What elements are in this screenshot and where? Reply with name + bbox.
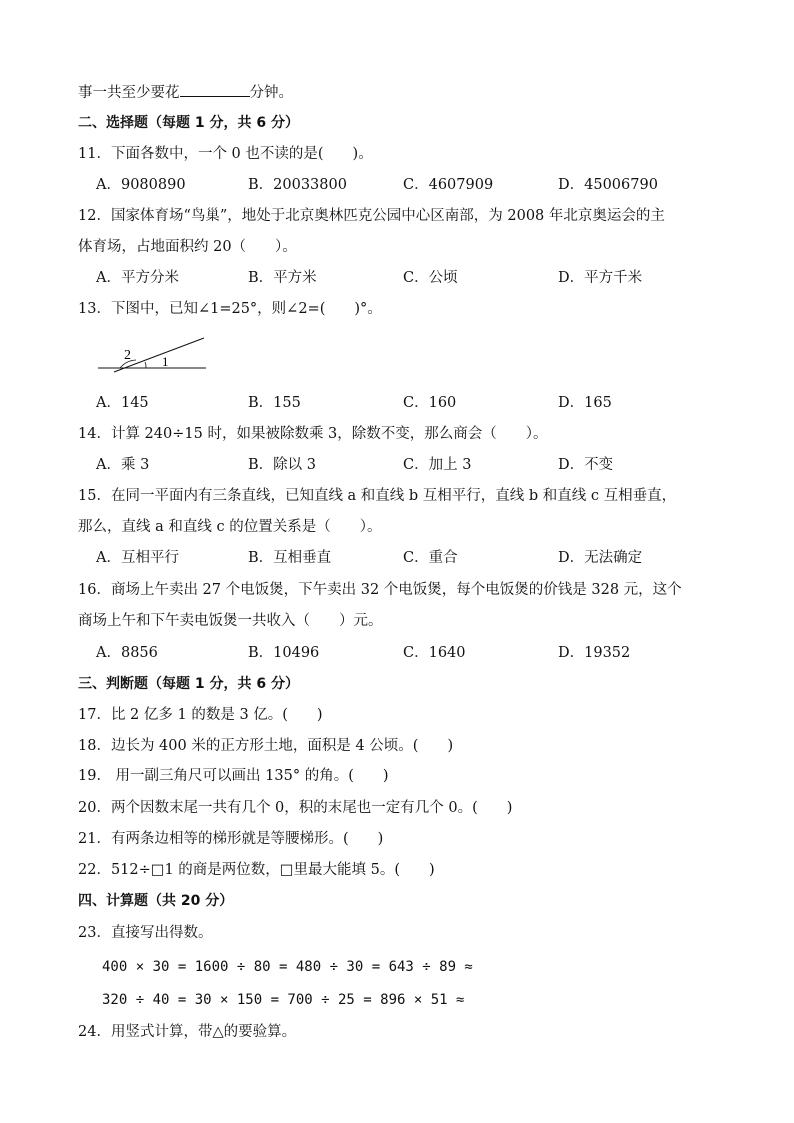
option-b: B．互相垂直 bbox=[248, 550, 332, 566]
question-16-stem-line1: 16．商场上午卖出 27 个电饭煲，下午卖出 32 个电饭煲，每个电饭煲的价钱是 328 元，这个 bbox=[78, 582, 682, 598]
option-b: B．10496 bbox=[248, 645, 320, 661]
question-16-stem-line2: 商场上午和下午卖电饭煲一共收入（ ）元。 bbox=[78, 613, 383, 629]
option-d: D．平方千米 bbox=[558, 270, 643, 286]
option-b: B．平方米 bbox=[248, 270, 317, 286]
question-15-options bbox=[96, 548, 736, 568]
question-13-options bbox=[96, 393, 736, 413]
option-c: C．加上 3 bbox=[403, 457, 472, 473]
question-24-stem: 24．用竖式计算，带△的要验算。 bbox=[78, 1024, 297, 1040]
question-17: 17．比 2 亿多 1 的数是 3 亿。( ) bbox=[78, 707, 323, 723]
option-a: A．平方分米 bbox=[96, 270, 179, 286]
option-d: D．19352 bbox=[558, 645, 631, 661]
option-a: A．8856 bbox=[96, 645, 158, 661]
question-12-stem-line1: 12．国家体育场“鸟巢”，地处于北京奥林匹克公园中心区南部，为 2008 年北京奥运会的主 bbox=[78, 208, 665, 224]
question-12-options bbox=[96, 268, 736, 288]
calc-row-1: 400 × 30 = 1600 ÷ 80 = 480 ÷ 30 = 643 ÷ 89 ≈ bbox=[102, 959, 473, 975]
carryover-text-end: 分钟。 bbox=[249, 85, 293, 101]
option-d: D．无法确定 bbox=[558, 550, 643, 566]
carryover-text: 事一共至少要花 bbox=[78, 85, 180, 101]
answer-blank bbox=[180, 82, 250, 97]
option-d: D．45006790 bbox=[558, 177, 658, 193]
angle-arc-1 bbox=[145, 362, 146, 368]
option-a: A．145 bbox=[96, 395, 149, 411]
option-c: C．160 bbox=[403, 395, 457, 411]
carryover-line bbox=[78, 82, 293, 103]
question-22: 22．512÷□1 的商是两位数，□里最大能填 5。( ) bbox=[78, 862, 435, 878]
option-c: C．4607909 bbox=[403, 177, 494, 193]
angle-label-1: 1 bbox=[162, 354, 169, 369]
section-title-calc: 四、计算题（共 20 分） bbox=[78, 893, 234, 909]
question-21: 21．有两条边相等的梯形就是等腰梯形。( ) bbox=[78, 831, 384, 847]
question-11-options bbox=[96, 175, 736, 195]
question-18: 18．边长为 400 米的正方形土地，面积是 4 公顷。( ) bbox=[78, 738, 454, 754]
option-d: D．165 bbox=[558, 395, 612, 411]
question-15-stem-line1: 15．在同一平面内有三条直线，已知直线 a 和直线 b 互相平行，直线 b 和直线 c 互相垂直， bbox=[78, 488, 677, 504]
question-14-options bbox=[96, 455, 736, 475]
option-c: C．1640 bbox=[403, 645, 466, 661]
calc-row-2: 320 ÷ 40 = 30 × 150 = 700 ÷ 25 = 896 × 51 ≈ bbox=[102, 992, 465, 1008]
option-b: B．155 bbox=[248, 395, 301, 411]
option-d: D．不变 bbox=[558, 457, 614, 473]
option-b: B．除以 3 bbox=[248, 457, 316, 473]
question-12-stem-line2: 体育场，占地面积约 20（ ）。 bbox=[78, 239, 297, 255]
angle-label-2: 2 bbox=[124, 348, 131, 363]
question-14-stem: 14．计算 240÷15 时，如果被除数乘 3，除数不变，那么商会（ ）。 bbox=[78, 426, 548, 442]
section-title-choice: 二、选择题（每题 1 分，共 6 分） bbox=[78, 115, 299, 131]
question-23-stem: 23．直接写出得数。 bbox=[78, 925, 213, 941]
option-c: C．公顷 bbox=[403, 270, 458, 286]
option-a: A．互相平行 bbox=[96, 550, 179, 566]
option-a: A．乘 3 bbox=[96, 457, 150, 473]
option-c: C．重合 bbox=[403, 550, 458, 566]
question-15-stem-line2: 那么，直线 a 和直线 c 的位置关系是（ ）。 bbox=[78, 519, 382, 535]
question-20: 20．两个因数末尾一共有几个 0，积的末尾也一定有几个 0。( ) bbox=[78, 800, 513, 816]
angle-figure bbox=[96, 332, 211, 374]
option-b: B．20033800 bbox=[248, 177, 347, 193]
question-19: 19． 用一副三角尺可以画出 135° 的角。( ) bbox=[78, 768, 389, 784]
section-title-judge: 三、判断题（每题 1 分，共 6 分） bbox=[78, 676, 299, 692]
question-11-stem: 11．下面各数中，一个 0 也不读的是( )。 bbox=[78, 146, 373, 162]
question-13-stem: 13．下图中，已知∠1=25°，则∠2=( )°。 bbox=[78, 301, 382, 317]
option-a: A．9080890 bbox=[96, 177, 186, 193]
question-16-options bbox=[96, 643, 736, 663]
